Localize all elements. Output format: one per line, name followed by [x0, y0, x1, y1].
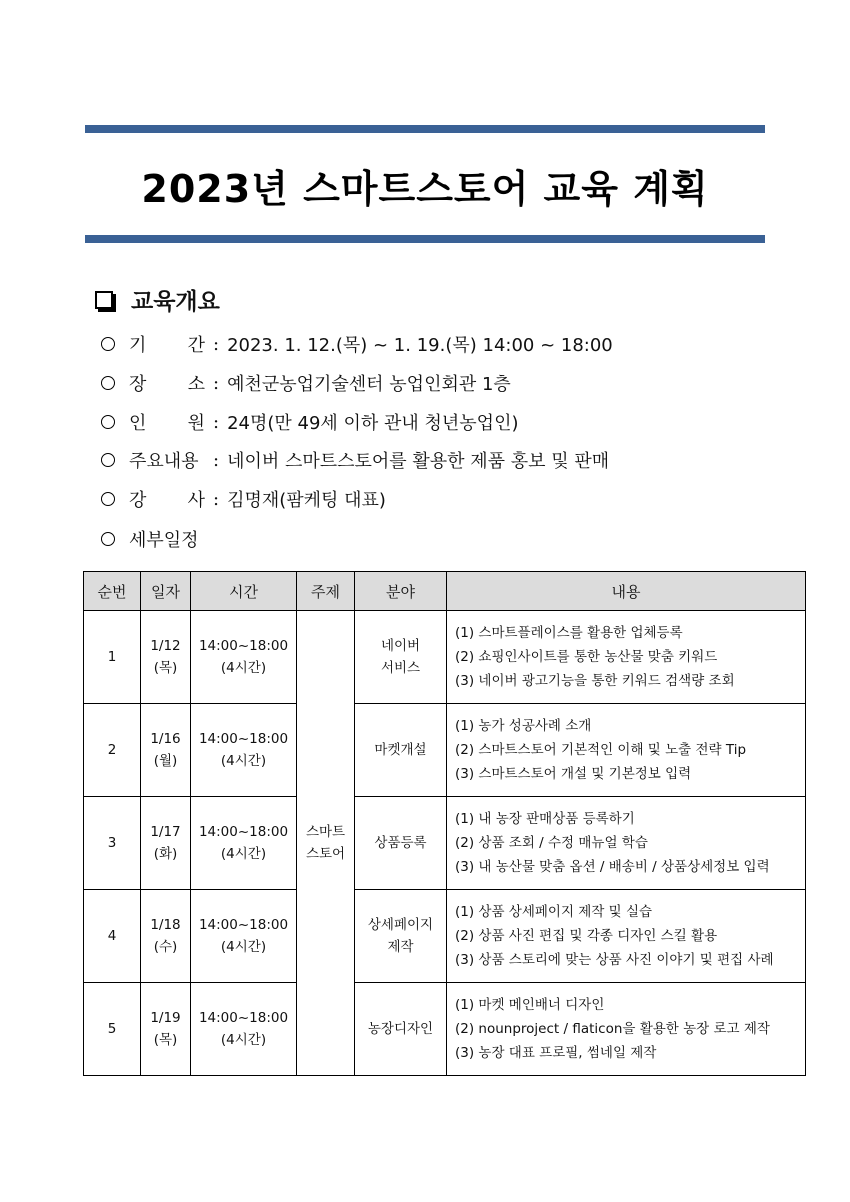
duration-text: (4시간) — [220, 846, 267, 862]
overview-item — [101, 370, 511, 396]
content-line: (3) 내 농산물 맞춤 옵션 / 배송비 / 상품상세정보 입력 — [455, 859, 770, 875]
overview-label: 장 소 — [129, 374, 205, 395]
content-line: (1) 내 농장 판매상품 등록하기 — [455, 811, 635, 827]
overview-label: 인 원 — [129, 413, 205, 434]
overview-value: 네이버 스마트스토어를 활용한 제품 홍보 및 판매 — [227, 451, 610, 472]
time-range-text: 14:00~18:00 — [198, 731, 289, 747]
content-line: (2) 쇼핑인사이트를 통한 농산물 맞춤 키워드 — [455, 649, 718, 665]
checkbox-square-icon — [95, 291, 113, 309]
content-line: (3) 상품 스토리에 맞는 상품 사진 이야기 및 편집 사례 — [455, 952, 774, 968]
date-cell — [141, 890, 191, 983]
content-line: (3) 스마트스토어 개설 및 기본정보 입력 — [455, 766, 692, 782]
overview-colon: : — [213, 333, 220, 355]
field-cell: 마켓개설 — [355, 704, 447, 797]
duration-text: (4시간) — [220, 660, 267, 676]
content-line: (1) 농가 성공사례 소개 — [455, 718, 592, 734]
overview-colon: : — [213, 449, 220, 471]
content-cell — [447, 983, 806, 1076]
duration-text: (4시간) — [220, 1032, 267, 1048]
time-range-text: 14:00~18:00 — [198, 638, 289, 654]
overview-label: 세부일정 — [129, 530, 199, 551]
page-title: 2023년 스마트스토어 교육 계획 — [141, 167, 709, 211]
table-header-row — [84, 572, 806, 611]
content-cell — [447, 890, 806, 983]
date-text: 1/16 — [150, 731, 181, 747]
row-number-cell: 4 — [84, 890, 141, 983]
date-text: 1/12 — [150, 638, 181, 654]
schedule-table — [83, 571, 806, 1076]
overview-colon: : — [213, 411, 220, 433]
topic-cell: 스마트 스토어 — [297, 611, 355, 1076]
table-row — [84, 611, 806, 704]
time-cell — [191, 797, 297, 890]
section-heading — [93, 283, 220, 316]
overview-value: 예천군농업기술센터 농업인회관 1층 — [227, 374, 511, 395]
table-row — [84, 890, 806, 983]
table-row — [84, 704, 806, 797]
weekday-text: (수) — [153, 939, 178, 955]
date-cell — [141, 983, 191, 1076]
time-cell — [191, 890, 297, 983]
row-number-cell: 3 — [84, 797, 141, 890]
row-number-cell: 1 — [84, 611, 141, 704]
content-line: (3) 네이버 광고기능을 통한 키워드 검색량 조회 — [455, 673, 735, 689]
circle-bullet-icon — [101, 376, 115, 390]
duration-text: (4시간) — [220, 753, 267, 769]
field-cell: 상세페이지 제작 — [355, 890, 447, 983]
date-cell — [141, 797, 191, 890]
content-line: (3) 농장 대표 프로필, 썸네일 제작 — [455, 1045, 657, 1061]
circle-bullet-icon — [101, 453, 115, 467]
overview-colon: : — [213, 372, 220, 394]
header-cell: 순번 — [84, 572, 141, 611]
section-heading-label: 교육개요 — [131, 289, 220, 315]
content-line: (2) 스마트스토어 기본적인 이해 및 노출 전략 Tip — [455, 742, 747, 758]
content-line: (2) nounproject / flaticon을 활용한 농장 로고 제작 — [455, 1021, 770, 1037]
time-range-text: 14:00~18:00 — [198, 1010, 289, 1026]
circle-bullet-icon — [101, 492, 115, 506]
content-cell — [447, 797, 806, 890]
content-line: (1) 상품 상세페이지 제작 및 실습 — [455, 904, 653, 920]
content-cell — [447, 611, 806, 704]
overview-colon: : — [213, 488, 220, 510]
duration-text: (4시간) — [220, 939, 267, 955]
time-cell — [191, 704, 297, 797]
weekday-text: (목) — [153, 660, 178, 676]
content-cell — [447, 704, 806, 797]
content-line: (2) 상품 조회 / 수정 매뉴얼 학습 — [455, 835, 648, 851]
header-cell: 일자 — [141, 572, 191, 611]
content-line: (1) 마켓 메인배너 디자인 — [455, 997, 605, 1013]
table-row — [84, 983, 806, 1076]
row-number-cell: 5 — [84, 983, 141, 1076]
weekday-text: (화) — [153, 846, 178, 862]
overview-item — [101, 526, 199, 552]
overview-label: 기 간 — [129, 335, 205, 356]
date-cell — [141, 611, 191, 704]
content-line: (1) 스마트플레이스를 활용한 업체등록 — [455, 625, 683, 641]
weekday-text: (목) — [153, 1032, 178, 1048]
content-line: (2) 상품 사진 편집 및 각종 디자인 스킬 활용 — [455, 928, 718, 944]
overview-value: 24명(만 49세 이하 관내 청년농업인) — [227, 413, 519, 434]
date-text: 1/19 — [150, 1010, 181, 1026]
field-cell: 상품등록 — [355, 797, 447, 890]
field-cell: 농장디자인 — [355, 983, 447, 1076]
circle-bullet-icon — [101, 337, 115, 351]
time-cell — [191, 611, 297, 704]
overview-item — [101, 409, 518, 435]
circle-bullet-icon — [101, 415, 115, 429]
row-number-cell: 2 — [84, 704, 141, 797]
overview-label: 강 사 — [129, 490, 205, 511]
date-text: 1/17 — [150, 824, 181, 840]
overview-item — [101, 331, 613, 357]
header-cell: 시간 — [191, 572, 297, 611]
time-range-text: 14:00~18:00 — [198, 824, 289, 840]
table-row — [84, 797, 806, 890]
title-top-rule — [85, 125, 765, 133]
header-cell: 내용 — [447, 572, 806, 611]
circle-bullet-icon — [101, 532, 115, 546]
time-range-text: 14:00~18:00 — [198, 917, 289, 933]
date-text: 1/18 — [150, 917, 181, 933]
overview-value: 김명재(팜케팅 대표) — [227, 490, 386, 511]
weekday-text: (월) — [153, 753, 178, 769]
overview-label: 주요내용 — [129, 451, 199, 472]
header-cell: 분야 — [355, 572, 447, 611]
header-cell: 주제 — [297, 572, 355, 611]
overview-value: 2023. 1. 12.(목) ~ 1. 19.(목) 14:00 ~ 18:00 — [227, 335, 613, 356]
title-bottom-rule — [85, 235, 765, 243]
time-cell — [191, 983, 297, 1076]
date-cell — [141, 704, 191, 797]
overview-item — [101, 486, 386, 512]
field-cell: 네이버 서비스 — [355, 611, 447, 704]
overview-item — [101, 447, 609, 473]
